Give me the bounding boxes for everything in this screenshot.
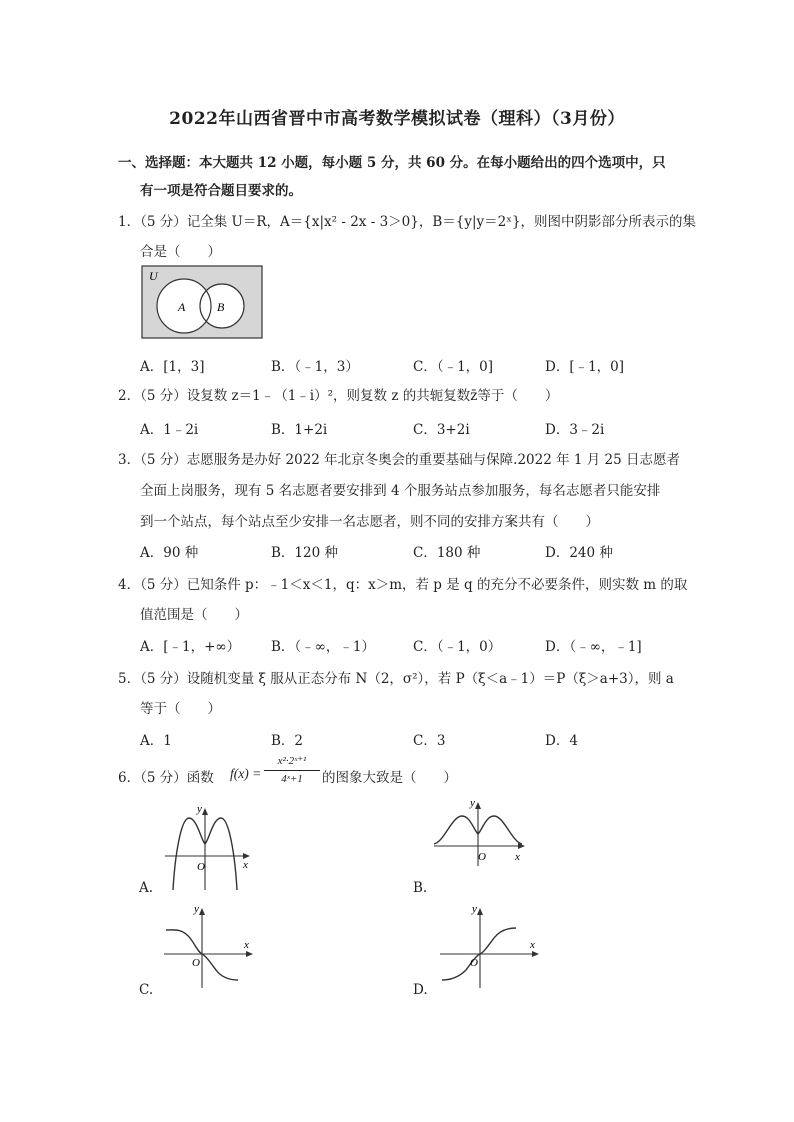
page-title: 2022年山西省晋中市高考数学模拟试卷（理科）（3月份） <box>169 109 625 129</box>
question-1-line-1: 1．（5 分）记全集 U＝R，A＝{x|x² - 2x - 3＞0}，B＝{y|y＝2ˣ}，则图中阴影部分所表示的集 <box>118 214 697 230</box>
graph-c <box>160 900 260 992</box>
graph-b-x-label: x <box>515 851 520 863</box>
graph-b-origin-label: O <box>478 851 486 863</box>
venn-label-b: B <box>217 300 225 314</box>
q3-option-b: B．120 种 <box>271 545 338 561</box>
question-3-line-2: 全面上岗服务，现有 5 名志愿者要安排到 4 个服务站点参加服务，每名志愿者只能安排 <box>140 483 661 499</box>
question-6-fraction-denominator: 4ˣ+1 <box>281 773 303 785</box>
section-heading-line-1: 一、选择题：本大题共 12 小题，每小题 5 分，共 60 分。在每小题给出的四个选项中，只 <box>118 155 666 171</box>
graph-b-y-arrow-icon <box>475 802 481 809</box>
q2-option-a: A．1﹣2i <box>140 422 199 438</box>
graph-c-x-label: x <box>244 939 249 951</box>
q1-option-a: A．[1，3] <box>140 359 205 375</box>
q4-option-c: C．（﹣1，0） <box>413 639 502 655</box>
graph-c-x-arrow-icon <box>246 951 253 957</box>
graph-b <box>430 796 530 872</box>
question-6-fraction-bar <box>264 770 320 771</box>
q5-option-c: C．3 <box>413 733 446 749</box>
section-heading-line-2: 有一项是符合题目要求的。 <box>140 183 302 199</box>
graph-c-y-label: y <box>194 903 199 915</box>
question-6-prefix: 6．（5 分）函数 <box>118 770 214 786</box>
question-3-line-3: 到一个站点，每个站点至少安排一名志愿者，则不同的安排方案共有（ ） <box>140 514 599 530</box>
q4-option-a: A．[﹣1，+∞） <box>140 639 241 655</box>
graph-d-x-label: x <box>530 939 535 951</box>
q2-option-d: D．3﹣2i <box>545 422 605 438</box>
venn-label-u: U <box>149 269 158 283</box>
graph-d-x-arrow-icon <box>532 951 539 957</box>
q4-option-b: B．（﹣∞，﹣1） <box>271 639 376 655</box>
graph-a-x-label: x <box>243 859 248 871</box>
question-3-line-1: 3．（5 分）志愿服务是办好 2022 年北京冬奥会的重要基础与保障.2022 年 1 月 25 日志愿者 <box>118 452 681 468</box>
q1-option-d: D．[﹣1，0] <box>545 359 625 375</box>
question-6-fraction-numerator: x²·2ˣ⁺¹ <box>277 755 307 767</box>
graph-b-label: B. <box>413 880 428 896</box>
graph-a-y-label: y <box>197 803 202 815</box>
q1-option-b: B．（﹣1，3） <box>271 359 359 375</box>
graph-c-y-arrow-icon <box>199 908 205 915</box>
question-4-line-2: 值范围是（ ） <box>140 607 248 623</box>
graph-a-y-arrow-icon <box>202 808 208 815</box>
question-6-suffix: 的图象大致是（ ） <box>322 770 457 786</box>
graph-b-y-label: y <box>470 797 475 809</box>
question-4-line-1: 4．（5 分）已知条件 p：﹣1＜x＜1，q：x＞m，若 p 是 q 的充分不必要条件，则实数 m 的取 <box>118 577 688 593</box>
question-2-line-1: 2．（5 分）设复数 z＝1﹣（1﹣i）²，则复数 z 的共轭复数z̄等于（ ） <box>118 388 559 404</box>
q3-option-d: D．240 种 <box>545 545 613 561</box>
question-5-line-2: 等于（ ） <box>140 701 221 717</box>
question-1-line-2: 合是（ ） <box>140 244 221 260</box>
graph-a-label: A. <box>139 880 154 896</box>
venn-diagram <box>140 264 264 340</box>
q3-option-a: A．90 种 <box>140 545 199 561</box>
q4-option-d: D．（﹣∞，﹣1] <box>545 639 642 655</box>
q3-option-c: C．180 种 <box>413 545 481 561</box>
q2-option-b: B．1+2i <box>271 422 328 438</box>
question-5-line-1: 5．（5 分）设随机变量 ξ 服从正态分布 N（2，σ²），若 P（ξ＜a﹣1）＝P（ξ＞a+3），则 a <box>118 671 674 687</box>
graph-a <box>155 800 255 896</box>
q5-option-a: A．1 <box>140 733 172 749</box>
graph-a-origin-label: O <box>197 861 205 873</box>
question-6-func-name: f(x) = <box>230 766 262 781</box>
graph-c-origin-label: O <box>192 957 200 969</box>
graph-c-label: C. <box>139 982 154 998</box>
venn-label-a: A <box>178 300 186 314</box>
q2-option-c: C．3+2i <box>413 422 470 438</box>
graph-d-origin-label: O <box>470 957 478 969</box>
graph-d <box>436 900 546 992</box>
graph-d-y-arrow-icon <box>477 908 483 915</box>
graph-d-y-label: y <box>472 903 477 915</box>
q1-option-c: C．（﹣1，0] <box>413 359 494 375</box>
q5-option-d: D．4 <box>545 733 578 749</box>
graph-d-label: D. <box>413 982 428 998</box>
q5-option-b: B．2 <box>271 733 304 749</box>
